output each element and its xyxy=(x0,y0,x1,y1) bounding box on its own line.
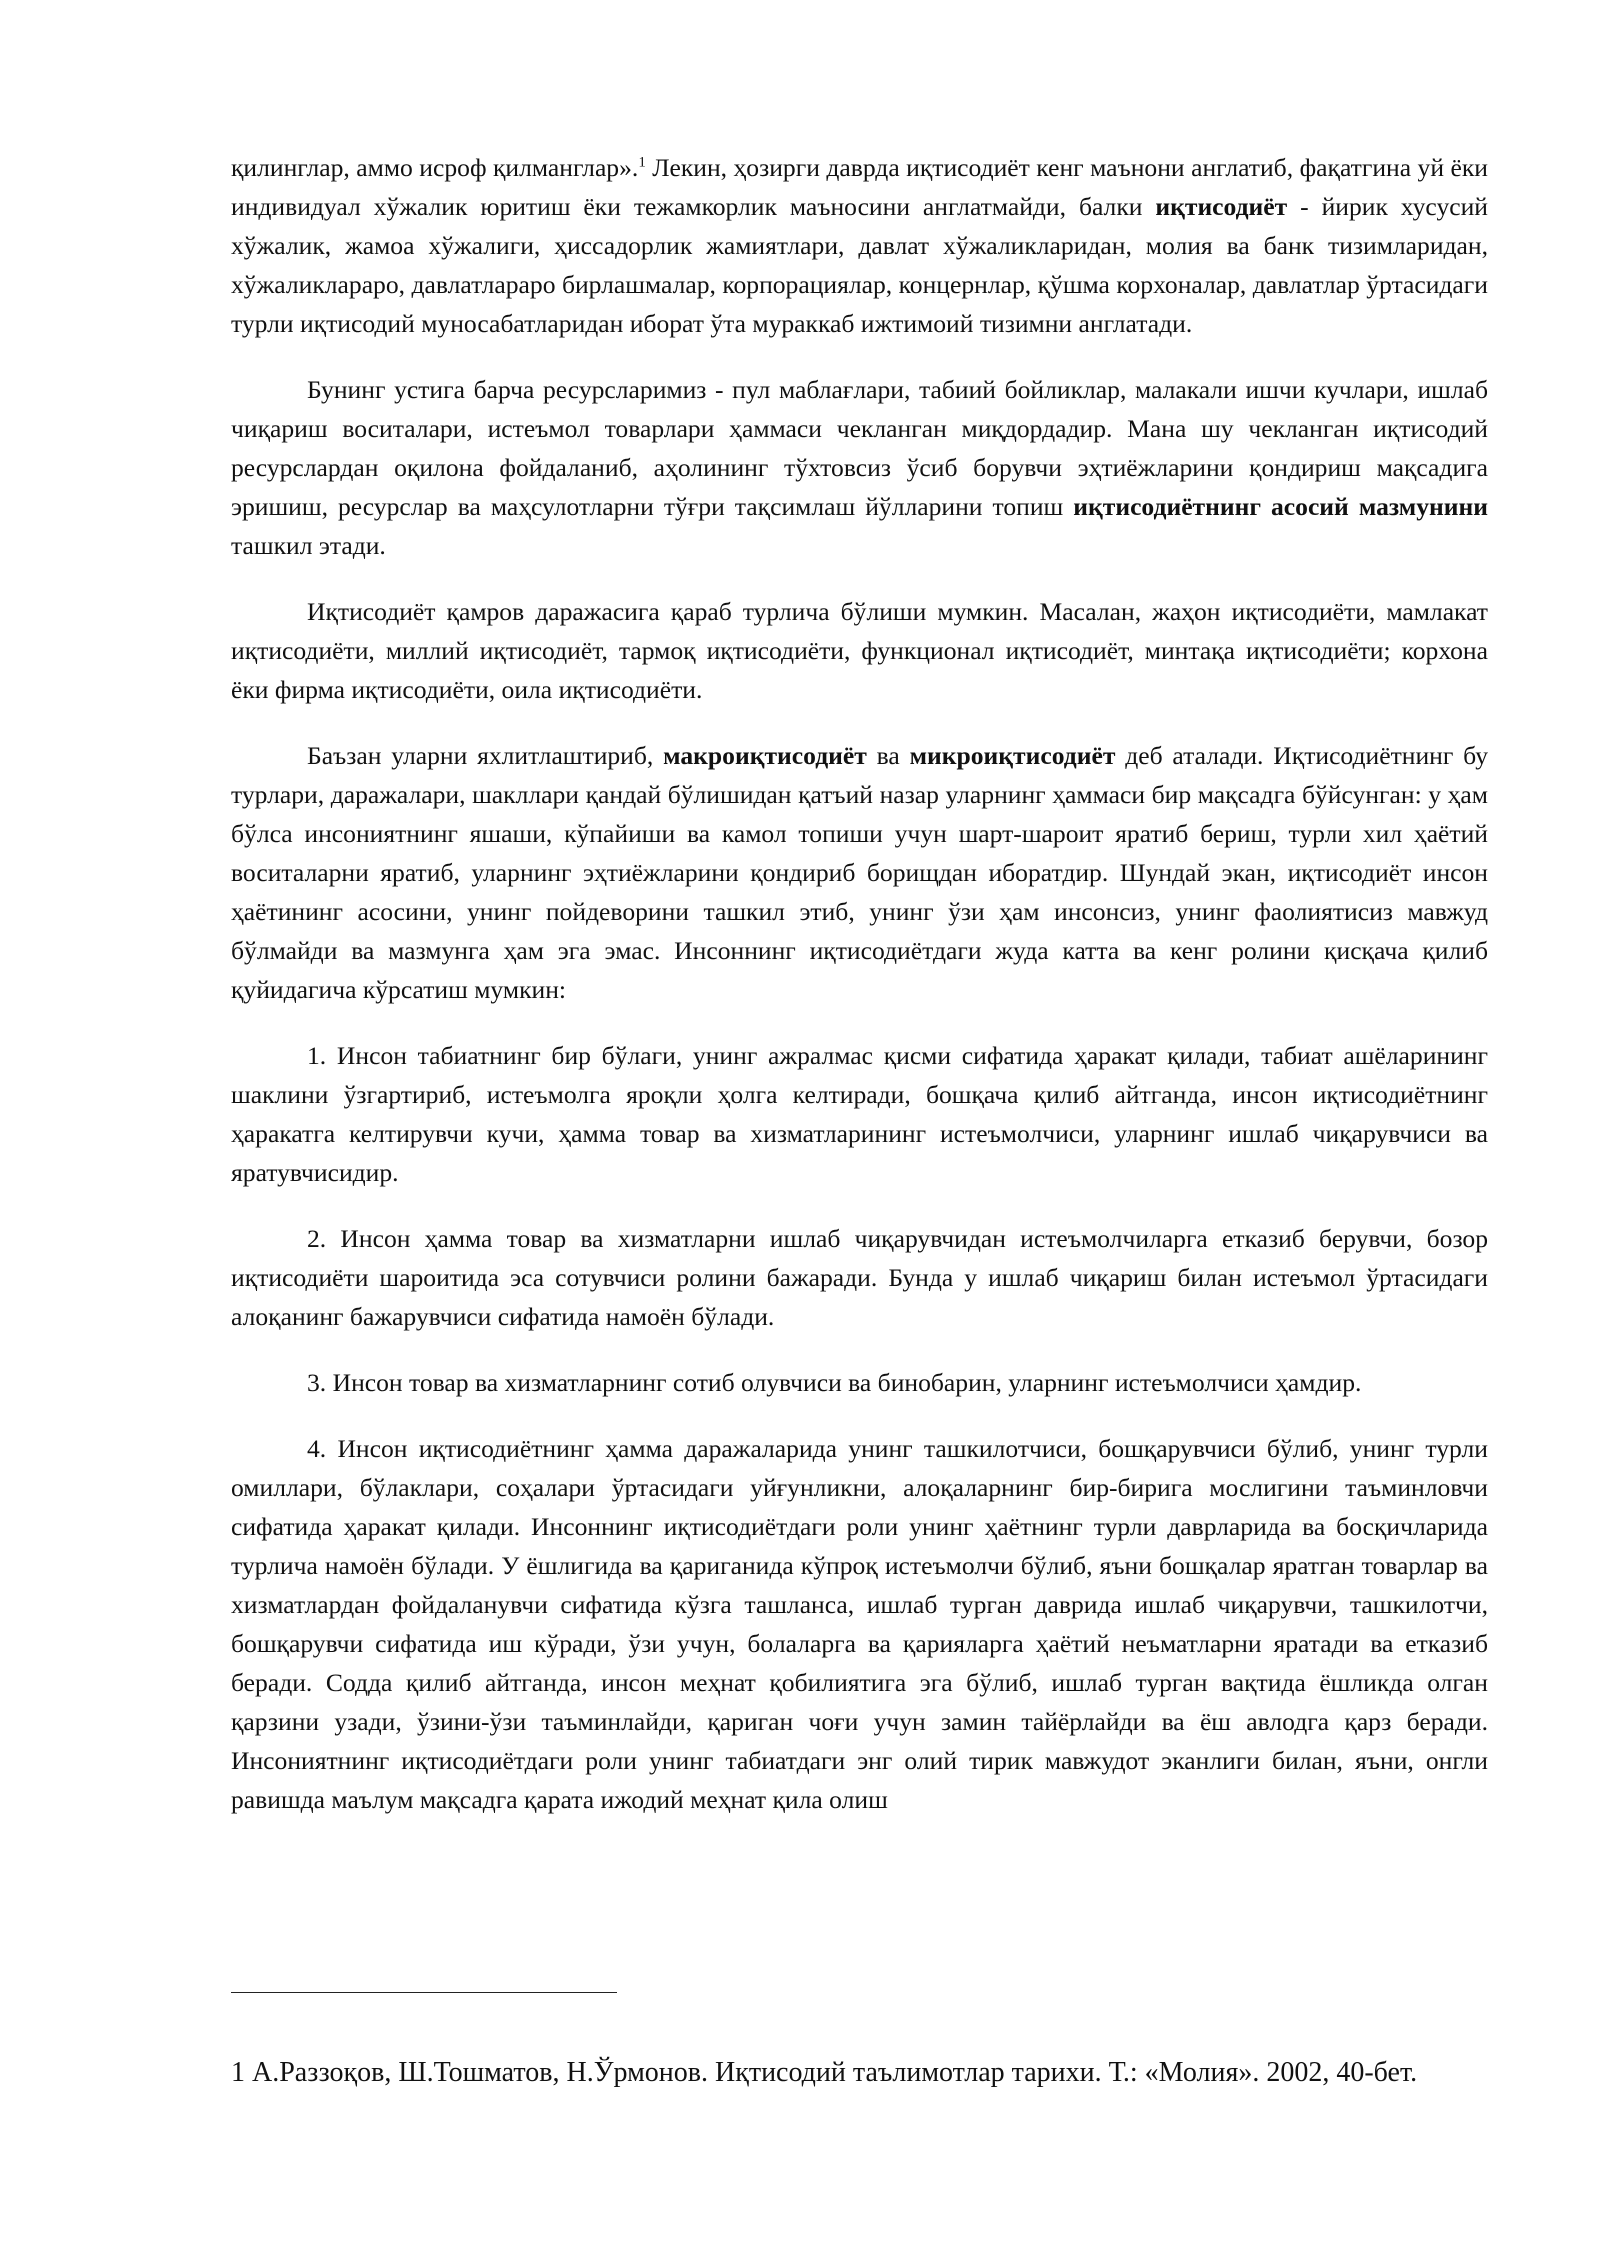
paragraph-8 xyxy=(231,1429,1488,1819)
text-run: Лекин, ҳозирги даврда иқтисодиёт кенг маънони англатиб, фақатгина уй ёки индивидуал хўжалик юритиш ёки тежамкорлик маъносини англатмайди, балки xyxy=(231,153,1488,221)
bold-term: макроиқтисодиёт xyxy=(663,741,867,770)
text-run: қилинглар, аммо исроф қилманглар». xyxy=(231,153,639,182)
text-run: ташкил этади. xyxy=(231,531,386,560)
text-run: Баъзан уларни яхлитлаштириб, xyxy=(307,741,664,770)
bold-term: иқтисодиётнинг асосий мазмунини xyxy=(1073,492,1489,521)
paragraph-7 xyxy=(231,1363,1488,1402)
bold-term: микроиқтисодиёт xyxy=(909,741,1116,770)
text-run: 2. Инсон ҳамма товар ва хизматларни ишлаб чиқарувчидан истеъмолчиларга етказиб берувчи, бозор иқтисодиёти шароитида эса сотувчиси ролини бажаради. Бунда у ишлаб чиқариш билан истеъмол ўртасидаги алоқанинг бажарувчиси сифатида намоён бўлади. xyxy=(231,1224,1488,1331)
paragraph-5 xyxy=(231,1036,1488,1192)
text-run: 3. Инсон товар ва хизматларнинг сотиб олувчиси ва бинобарин, уларнинг истеъмолчиси ҳамдир. xyxy=(307,1368,1362,1397)
text-run: деб аталади. Иқтисодиётнинг бу турлари, даражалари, шакллари қандай бўлишидан қатъий назар уларнинг ҳаммаси бир мақсадга бўйсунган: у ҳам бўлса инсониятнинг яшаши, кўпайиши ва камол топиши учун шарт-шароит яратиб бериш, турли хил ҳаётий воситаларни яратиб, уларнинг эҳтиёжларини қондириб борищдан иборатдир. Шундай экан, иқтисодиёт инсон ҳаётининг асосини, унинг пойдеворини ташкил этиб, унинг ўзи ҳам инсонсиз, унинг фаолиятисиз мавжуд бўлмайди ва мазмунга ҳам эга эмас. Инсоннинг иқтисодиётдаги жуда катта ва кенг ролини қисқача қилиб қуйидагича кўрсатиш мумкин: xyxy=(231,741,1489,1004)
footnote-separator xyxy=(231,1992,617,1993)
main-text xyxy=(231,148,1488,1819)
bold-term: иқтисодиёт xyxy=(1155,192,1288,221)
text-run: Бунинг устига барча ресурсларимиз - пул маблағлари, табиий бойликлар, малакали ишчи кучлари, ишлаб чиқариш воситалари, истеъмол товарлари ҳаммаси чекланган миқдордадир. Мана шу чекланган иқтисодий ресурслардан оқилона фойдаланиб, аҳолининг тўхтовсиз ўсиб борувчи эҳтиёжларини қондириш мақсадига эришиш, ресурслар ва маҳсулотларни тўғри тақсимлаш йўлларини топиш xyxy=(231,375,1488,521)
text-run: 4. Инсон иқтисодиётнинг ҳамма даражаларида унинг ташкилотчиси, бошқарувчиси бўлиб, унинг турли омиллари, бўлаклари, соҳалари ўртасидаги уйғунликни, алоқаларнинг бир-бирига мослигини таъминловчи сифатида ҳаракат қилади. Инсоннинг иқтисодиётдаги роли унинг ҳаётнинг турли даврларида ва босқичларида турлича намоён бўлади. У ёшлигида ва қариганида кўпроқ истеъмолчи бўлиб, яъни бошқалар яратган товарлар ва хизматлардан фойдаланувчи сифатида кўзга ташланса, ишлаб турган даврида ишлаб чиқарувчи, ташкилотчи, бошқарувчи сифатида иш кўради, ўзи учун, болаларга ва қарияларга ҳаётий неъматларни яратади ва етказиб беради. Содда қилиб айтганда, инсон меҳнат қобилиятига эга бўлиб, ишлаб турган вақтида ёшликда олган қарзини узади, ўзини-ўзи таъминлайди, қариган чоғи учун замин тайёрлайди ва ёш авлодга қарз беради. Инсониятнинг иқтисодиётдаги роли унинг табиатдаги энг олий тирик мавжудот эканлиги билан, яъни, онгли равишда маълум мақсадга қарата ижодий меҳнат қила олиш xyxy=(231,1434,1488,1814)
paragraph-1 xyxy=(231,148,1488,343)
text-run: - йирик хусусий хўжалик, жамоа хўжалиги, ҳиссадорлик жамиятлари, давлат хўжаликларидан, молия ва банк тизимларидан, хўжаликлараро, давлатлараро бирлашмалар, корпорациялар, концернлар, қўшма корхоналар, давлатлар ўртасидаги турли иқтисодий муносабатларидан иборат ўта мураккаб ижтимоий тизимни англатади. xyxy=(231,192,1489,338)
footnote: 1 А.Раззоқов, Ш.Тошматов, Н.Ўрмонов. Иқтисодий таълимотлар тарихи. Т.: «Молия». 2002, 40-бет. xyxy=(231,2057,1418,2088)
paragraph-3 xyxy=(231,592,1488,709)
paragraph-2 xyxy=(231,370,1488,565)
text-run: 1. Инсон табиатнинг бир бўлаги, унинг ажралмас қисми сифатида ҳаракат қилади, табиат ашёларининг шаклини ўзгартириб, истеъмолга яроқли ҳолга келтиради, бошқача қилиб айтганда, инсон иқтисодиётнинг ҳаракатга келтирувчи кучи, ҳамма товар ва хизматларининг истеъмолчиси, уларнинг ишлаб чиқарувчиси ва яратувчисидир. xyxy=(231,1041,1488,1187)
footnote-ref: 1 xyxy=(638,154,646,171)
text-run: ва xyxy=(866,741,910,770)
paragraph-6 xyxy=(231,1219,1488,1336)
paragraph-4 xyxy=(231,736,1488,1009)
text-run: Иқтисодиёт қамров даражасига қараб турлича бўлиши мумкин. Масалан, жаҳон иқтисодиёти, мамлакат иқтисодиёти, миллий иқтисодиёт, тармоқ иқтисодиёти, функционал иқтисодиёт, минтақа иқтисодиёти; корхона ёки фирма иқтисодиёти, оила иқтисодиёти. xyxy=(231,597,1488,704)
